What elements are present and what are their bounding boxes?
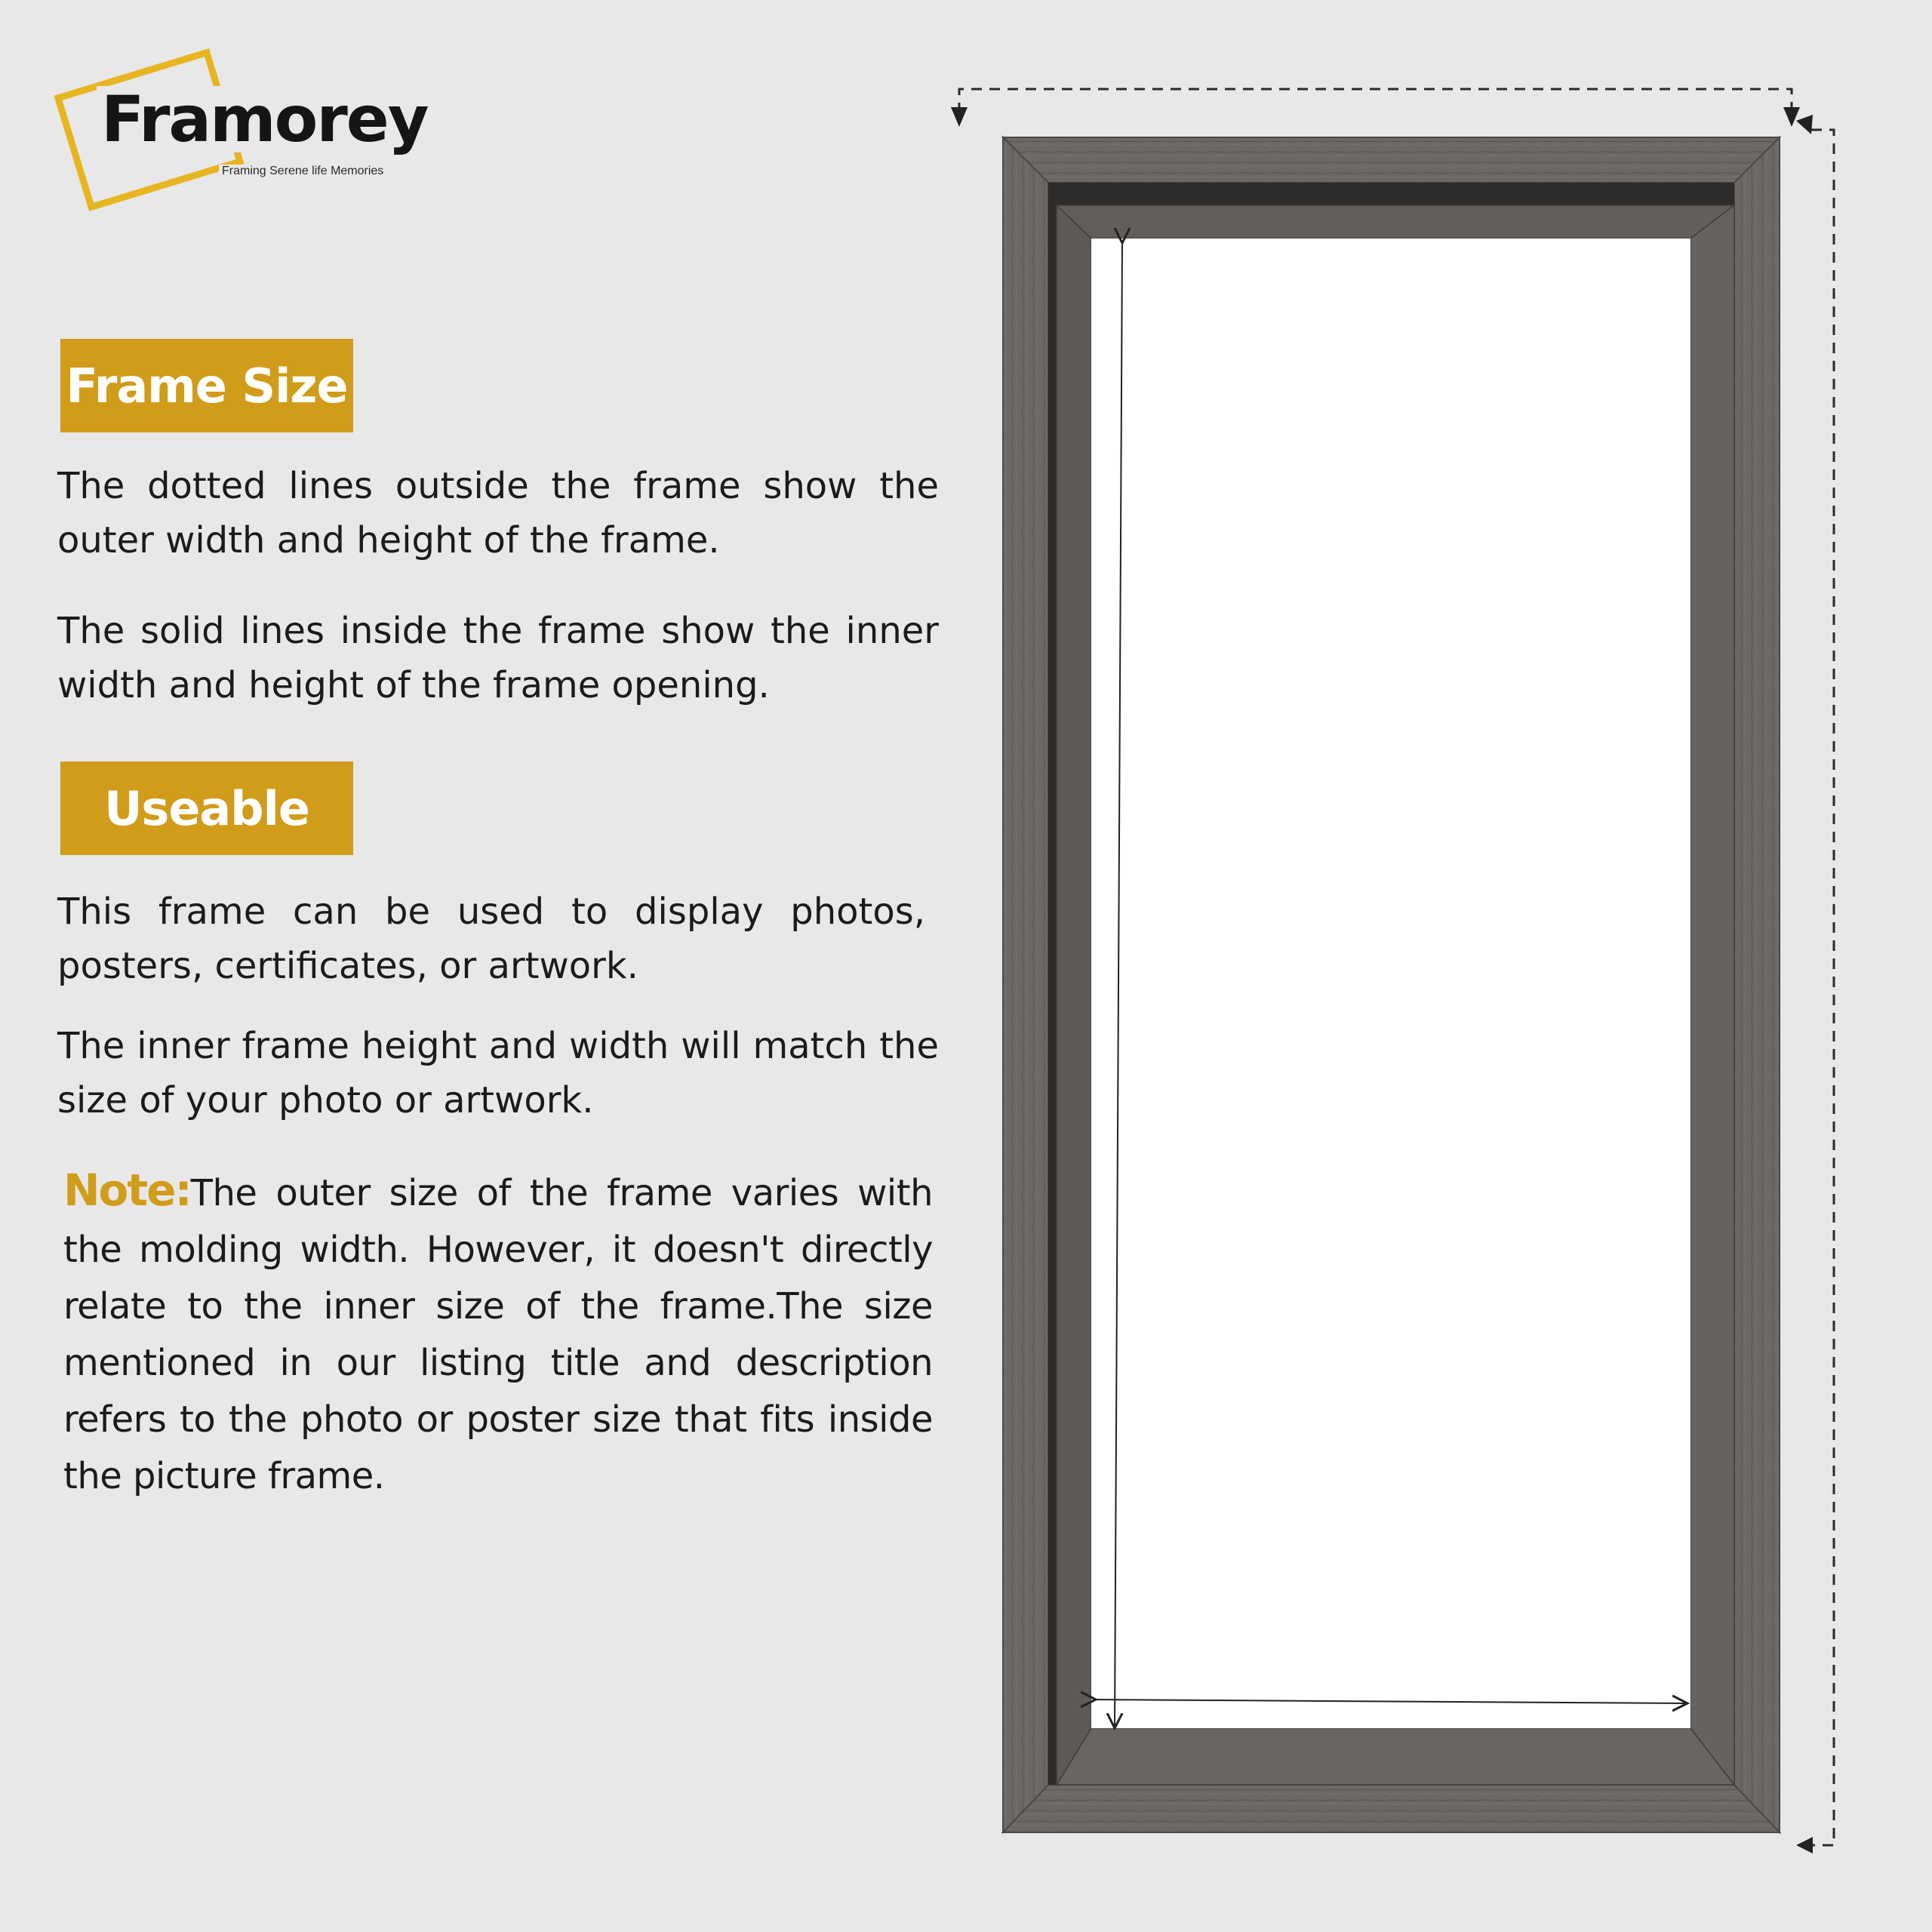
frame-illustration — [936, 75, 1872, 1887]
brand-logo — [53, 47, 460, 205]
logo-tagline: Framing Serene life Memories — [219, 165, 386, 178]
frame-opening — [1091, 238, 1690, 1728]
note-label: Note: — [63, 1164, 191, 1216]
arrow-down-left-icon — [951, 107, 968, 127]
outer-width-line — [959, 89, 1792, 113]
note-text: The outer size of the frame varies with the molding width. However, it doesn't directly relate to the inner size of the frame.The size mentioned in our listing title and description refers to the photo or poster size that fits inside the picture frame. — [63, 1172, 933, 1497]
useable-heading: Useable — [60, 761, 353, 855]
arrow-left-bottom-icon — [1796, 1837, 1813, 1854]
frame-size-heading: Frame Size — [60, 339, 353, 432]
useable-paragraph-1: This frame can be used to display photos, posters, certificates, or artwork. — [57, 891, 925, 987]
picture-frame — [1003, 137, 1780, 1832]
arrow-left-top-icon — [1796, 115, 1813, 134]
logo-wordmark: Framorey — [97, 86, 432, 152]
arrow-down-right-icon — [1783, 107, 1800, 127]
frame-size-paragraph-2: The solid lines inside the frame show the inner width and height of the frame opening. — [57, 610, 939, 706]
frame-size-paragraph-1: The dotted lines outside the frame show the outer width and height of the frame. — [57, 465, 939, 561]
outer-height-line — [1811, 130, 1834, 1845]
note-paragraph — [63, 1162, 933, 1505]
useable-paragraph-2: The inner frame height and width will match the size of your photo or artwork. — [57, 1025, 939, 1121]
frame-svg — [936, 75, 1872, 1887]
